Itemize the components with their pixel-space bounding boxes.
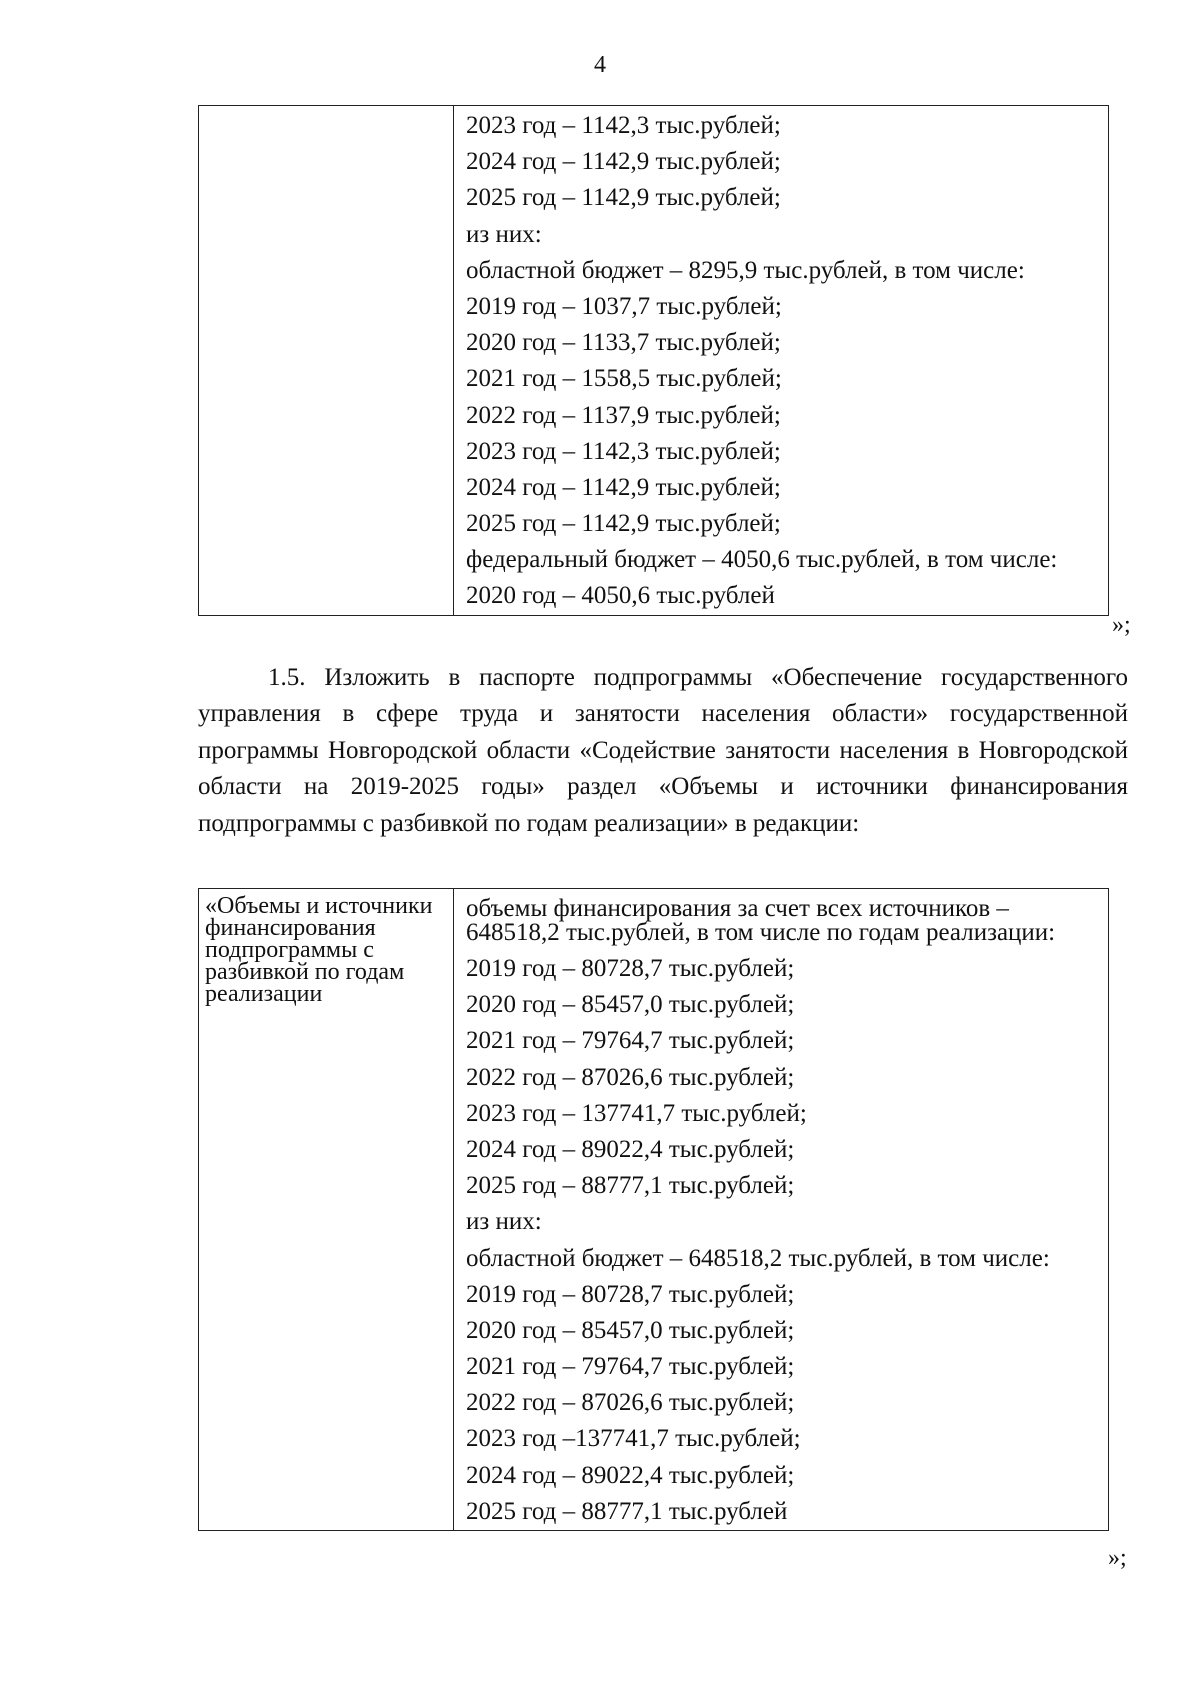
table-label-cell xyxy=(199,889,454,1531)
table-intro: объемы финансирования за счет всех источников – 648518,2 тыс.рублей, в том числе по годам реализации: xyxy=(466,895,1056,946)
page-number: 4 xyxy=(594,52,606,78)
table-line: 2021 год – 79764,7 тыс.рублей; xyxy=(466,1353,795,1381)
table-line: 2025 год – 88777,1 тыс.рублей xyxy=(466,1497,788,1525)
table-line: 2025 год – 1142,9 тыс.рублей; xyxy=(466,184,781,212)
table-line: 2023 год – 1142,3 тыс.рублей; xyxy=(466,437,781,465)
table-line: из них: xyxy=(466,220,542,248)
table-line: 2024 год – 89022,4 тыс.рублей; xyxy=(466,1136,795,1164)
table-value-cell xyxy=(454,106,1109,616)
table-label-cell xyxy=(199,106,454,616)
table-line: 2019 год – 80728,7 тыс.рублей; xyxy=(466,955,795,982)
table-line: 2022 год – 87026,6 тыс.рублей; xyxy=(466,1389,795,1417)
table-line: 2019 год – 1037,7 тыс.рублей; xyxy=(466,293,782,321)
table-line: 2024 год – 1142,9 тыс.рублей; xyxy=(466,474,781,502)
table-line: 2024 год – 1142,9 тыс.рублей; xyxy=(466,148,781,176)
table-regional: областной бюджет – 648518,2 тыс.рублей, в том числе: xyxy=(466,1244,1050,1272)
table-line: 2022 год – 1137,9 тыс.рублей; xyxy=(466,401,781,429)
table-line: 2021 год – 79764,7 тыс.рублей; xyxy=(466,1027,795,1055)
table-line: 2024 год – 89022,4 тыс.рублей; xyxy=(466,1461,795,1489)
table-line: 2020 год – 4050,6 тыс.рублей xyxy=(466,582,775,610)
table-line: 2025 год – 1142,9 тыс.рублей; xyxy=(466,510,781,538)
financing-table xyxy=(198,888,1109,1531)
financing-table-continued xyxy=(198,105,1109,616)
table-line: 2019 год – 80728,7 тыс.рублей; xyxy=(466,1280,795,1308)
table-line: 2022 год – 87026,6 тыс.рублей; xyxy=(466,1063,795,1091)
table-line: 2021 год – 1558,5 тыс.рублей; xyxy=(466,365,782,393)
closing-quote: »; xyxy=(1112,612,1131,638)
table-value-cell xyxy=(454,889,1109,1531)
closing-quote: »; xyxy=(1108,1545,1127,1571)
table-line: 2020 год – 85457,0 тыс.рублей; xyxy=(466,991,795,1019)
table-line: 2020 год – 1133,7 тыс.рублей; xyxy=(466,329,781,357)
table-line: из них: xyxy=(466,1208,542,1236)
table-line: 2025 год – 88777,1 тыс.рублей; xyxy=(466,1172,795,1200)
table-line: 2020 год – 85457,0 тыс.рублей; xyxy=(466,1316,795,1344)
amendment-paragraph: 1.5. Изложить в паспорте подпрограммы «Обеспечение государственного управления в сфере труда и занятости населения области» государственной программы Новгородской области «Содействие занятости населения в Новгородской области на 2019-2025 годы» раздел «Объемы и источники финансирования подпрограммы с разбивкой по годам реализации» в редакции: xyxy=(198,664,1128,837)
table-header-text: «Объемы и источники финансирования подпрограммы с разбивкой по годам реализации xyxy=(205,893,433,1007)
table-line: 2023 год – 137741,7 тыс.рублей; xyxy=(466,1099,807,1127)
table-line: федеральный бюджет – 4050,6 тыс.рублей, в том числе: xyxy=(466,546,1058,574)
table-line: 2023 год – 1142,3 тыс.рублей; xyxy=(466,112,781,139)
table-line: 2023 год –137741,7 тыс.рублей; xyxy=(466,1425,801,1453)
table-line: областной бюджет – 8295,9 тыс.рублей, в том числе: xyxy=(466,256,1025,284)
